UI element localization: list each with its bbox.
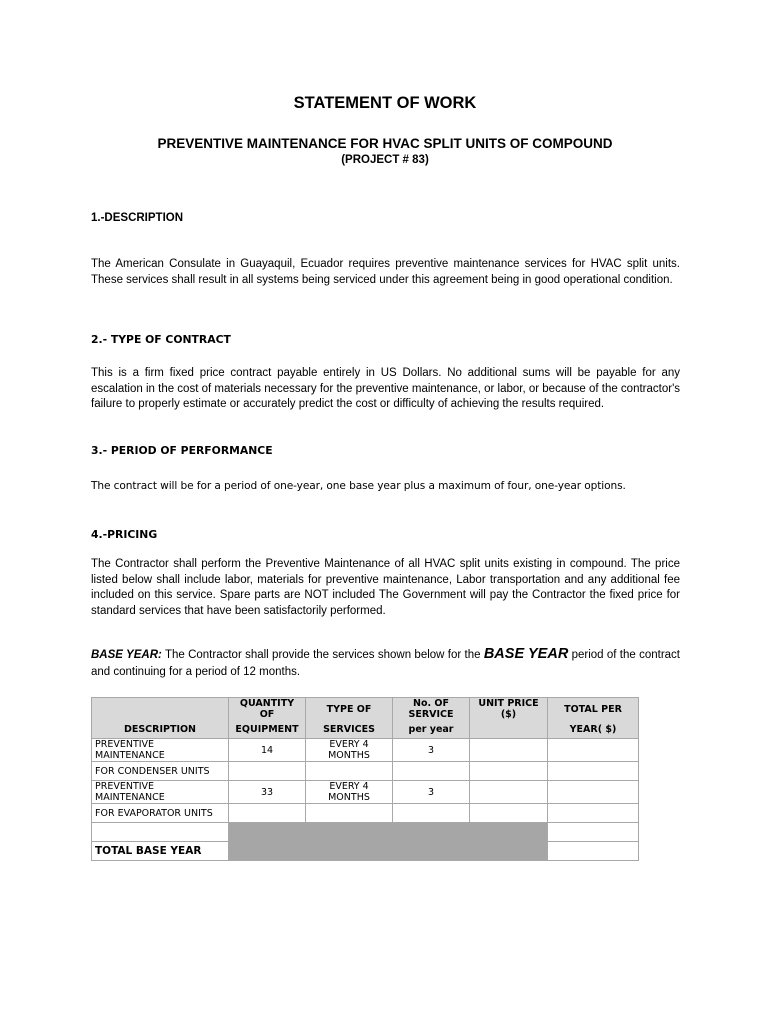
header-description: DESCRIPTION [92,720,229,739]
document-subtitle: PREVENTIVE MAINTENANCE FOR HVAC SPLIT UNITS OF COMPOUND [157,136,613,151]
contract-text: This is a firm fixed price contract payable entirely in US Dollars. No additional sums will be payable for any escalation in the cost of materials necessary for the preventive maintenance, or labor, or because of the contractor's failure to properly estimate or accurately predict the cost or difficulty of achieving the results required. [91,367,681,410]
header-unit-price-2 [470,720,548,739]
project-number: (PROJECT # 83) [341,154,429,166]
header-type: TYPE OF [306,698,393,721]
row-description-2: FOR EVAPORATOR UNITS [92,804,229,823]
row-description: PREVENTIVE MAINTENANCE [92,739,229,762]
base-year-label: BASE YEAR: [91,649,162,661]
total-base-year-value [548,842,639,861]
row-quantity: 14 [229,739,306,762]
row-type: EVERY 4 MONTHS [306,781,393,804]
base-year-text-1: The Contractor shall provide the services shown below for the [161,649,484,661]
row-description: PREVENTIVE MAINTENANCE [92,781,229,804]
table-row [92,823,639,842]
table-header-row-2 [92,720,639,739]
table-row [92,762,639,781]
header-total-2: YEAR( $) [548,720,639,739]
header-description-top [92,698,229,721]
pricing-table [91,697,639,861]
base-year-emphasis: BASE YEAR [483,646,569,662]
row-description-2: FOR CONDENSER UNITS [92,762,229,781]
header-services: No. OF SERVICE [393,698,470,721]
table-row [92,804,639,823]
header-type-2: SERVICES [306,720,393,739]
base-year-paragraph [91,646,680,681]
header-unit-price: UNIT PRICE ($) [470,698,548,721]
table-row [92,739,639,762]
period-text: The contract will be for a period of one-year, one base year plus a maximum of four, one-year options. [91,480,626,492]
row-services: 3 [393,739,470,762]
header-total: TOTAL PER [548,698,639,721]
description-text: The American Consulate in Guayaquil, Ecuador requires preventive maintenance services for HVAC split units. These services shall result in all systems being serviced under this agreement being in good operational condition. [91,258,680,286]
section-heading-description: 1.-DESCRIPTION [91,212,184,224]
row-unit-price [470,739,548,762]
row-quantity: 33 [229,781,306,804]
row-total [548,739,639,762]
row-services: 3 [393,781,470,804]
pricing-text: The Contractor shall perform the Preventive Maintenance of all HVAC split units existing in compound. The price listed below shall include labor, materials for preventive maintenance, Labor transportation and any additional fee included on this service. Spare parts are NOT included The Government will pay the Contractor the fixed price for standard services that have been satisfactorily performed. [91,558,680,617]
row-total [548,781,639,804]
section-heading-period: 3.- PERIOD OF PERFORMANCE [91,444,273,457]
header-services-2: per year [393,720,470,739]
document-title: STATEMENT OF WORK [293,94,477,112]
base-year-text-2: period of the contract and continuing for a period of 12 months. [91,649,681,678]
section-heading-contract: 2.- TYPE OF CONTRACT [91,333,231,346]
header-quantity: QUANTITY OF [229,698,306,721]
table-row [92,781,639,804]
row-unit-price [470,781,548,804]
row-type: EVERY 4 MONTHS [306,739,393,762]
table-header-row [92,698,639,721]
total-shaded-area [229,823,548,861]
section-heading-pricing: 4.-PRICING [91,528,158,541]
total-base-year-label: TOTAL BASE YEAR [92,842,229,861]
header-quantity-2: EQUIPMENT [229,720,306,739]
